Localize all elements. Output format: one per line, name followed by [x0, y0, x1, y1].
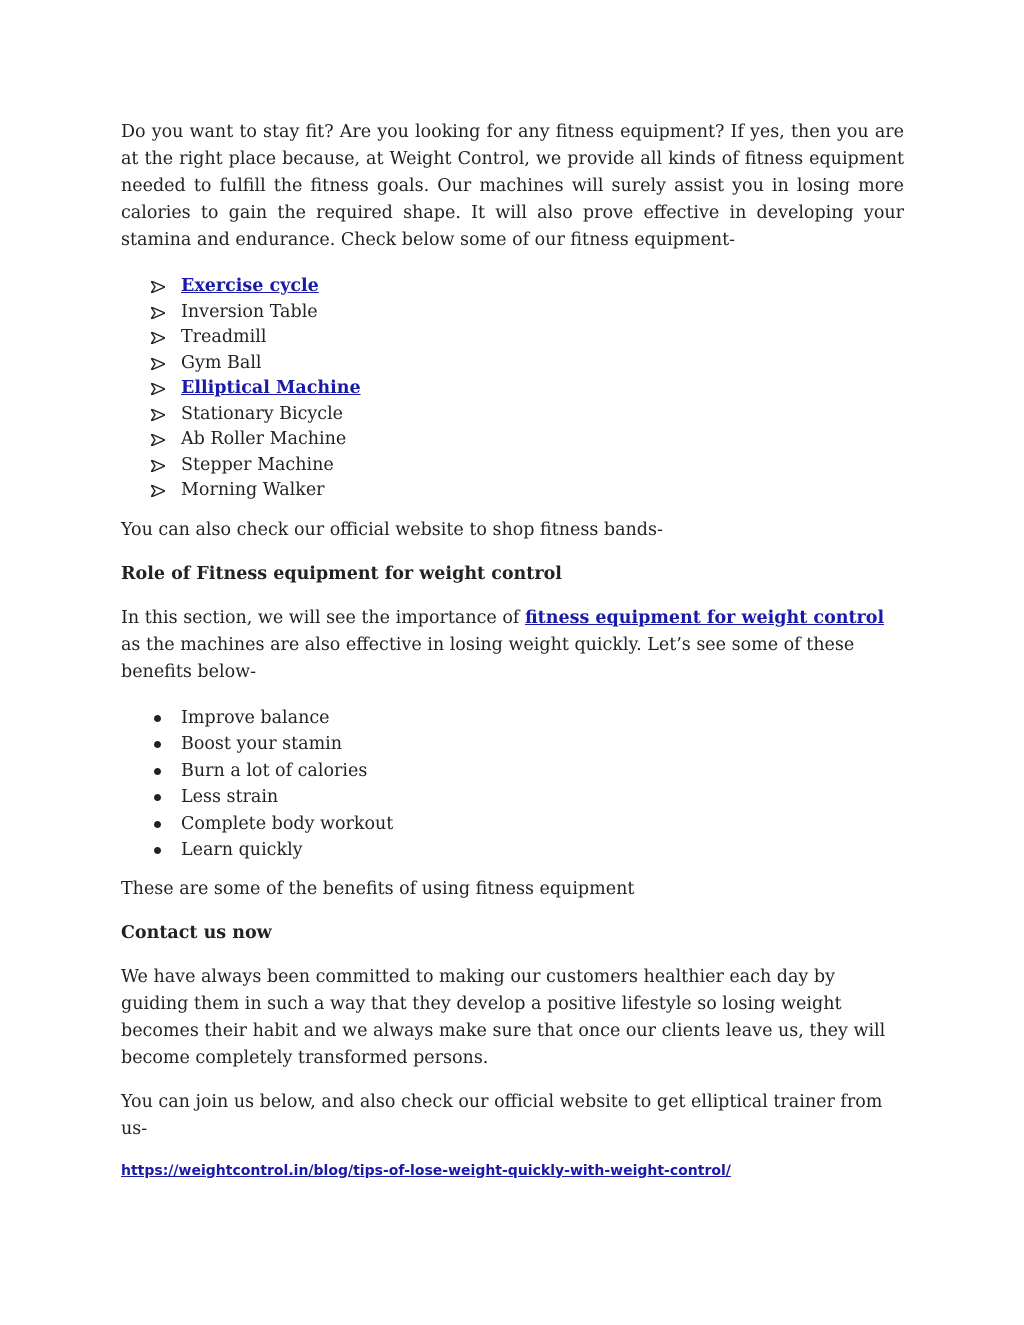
arrow-bullet-icon: [151, 383, 165, 395]
role-text-before: In this section, we will see the importance of: [121, 607, 525, 628]
benefit-label: Complete body workout: [181, 813, 394, 834]
benefit-item: [121, 705, 904, 732]
role-heading: Role of Fitness equipment for weight control: [121, 563, 562, 584]
equipment-label: Treadmill: [181, 327, 267, 347]
arrow-bullet-icon: [151, 332, 165, 344]
equipment-item: [121, 325, 904, 351]
benefit-item: [121, 784, 904, 811]
equipment-label: Stationary Bicycle: [181, 403, 344, 424]
equipment-item: [121, 453, 904, 479]
elliptical-machine-link[interactable]: Elliptical Machine: [181, 378, 361, 398]
equipment-item[interactable]: [121, 274, 904, 300]
arrow-bullet-icon: [151, 460, 165, 472]
arrow-bullet-icon: [151, 281, 165, 293]
benefit-item: [121, 811, 904, 838]
round-bullet-icon: [154, 821, 161, 828]
equipment-label: Morning Walker: [181, 480, 325, 500]
url-paragraph: [121, 1160, 904, 1181]
equipment-item: [121, 478, 904, 504]
equipment-label: Ab Roller Machine: [181, 429, 347, 449]
benefit-item: [121, 758, 904, 785]
intro-paragraph: Do you want to stay fit? Are you looking for any fitness equipment? If yes, then you are at the right place because, at Weight Control, we provide all kinds of fitness equipment needed to fulfill the fitness goals. Our machines will surely assist you in losing more calories to gain the required shape. It will also prove effective in developing your stamina and endurance. Check below some of our fitness equipment-: [121, 122, 904, 250]
benefit-label: Boost your stamin: [181, 734, 343, 754]
contact-paragraph: We have always been committed to making our customers healthier each day by guiding them in such a way that they develop a positive lifestyle so losing weight becomes their habit and we always make sure that once our clients leave us, they will become completely transformed persons.: [121, 966, 886, 1068]
exercise-cycle-link[interactable]: Exercise cycle: [181, 276, 319, 296]
benefit-item: [121, 731, 904, 758]
fitness-equipment-link[interactable]: fitness equipment for weight control: [524, 607, 885, 628]
join-text: You can join us below, and also check our official website to get elliptical trainer from us-: [121, 1091, 883, 1139]
round-bullet-icon: [154, 741, 161, 748]
equipment-item: [121, 402, 904, 428]
equipment-label: Inversion Table: [181, 301, 318, 322]
equipment-label: Gym Ball: [181, 352, 262, 373]
benefit-item: [121, 837, 904, 864]
arrow-bullet-icon: [151, 485, 165, 497]
role-text-after: as the machines are also effective in losing weight quickly. Let’s see some of these benefits below-: [121, 634, 855, 682]
arrow-bullet-icon: [151, 358, 165, 370]
equipment-item: [121, 351, 904, 377]
bands-text: You can also check our official website to shop fitness bands-: [121, 519, 663, 540]
benefit-label: Burn a lot of calories: [181, 760, 368, 781]
round-bullet-icon: [154, 715, 161, 722]
equipment-item: [121, 300, 904, 326]
equipment-label: Stepper Machine: [181, 454, 334, 475]
arrow-bullet-icon: [151, 434, 165, 446]
benefit-label: Learn quickly: [181, 840, 303, 860]
equipment-list: [121, 274, 904, 504]
contact-heading: Contact us now: [121, 922, 272, 943]
benefits-summary: These are some of the benefits of using fitness equipment: [121, 878, 635, 899]
equipment-item: [121, 427, 904, 453]
round-bullet-icon: [154, 794, 161, 801]
arrow-bullet-icon: [151, 307, 165, 319]
round-bullet-icon: [154, 847, 161, 854]
weightcontrol-url-link[interactable]: https://weightcontrol.in/blog/tips-of-lose-weight-quickly-with-weight-control/: [121, 1162, 731, 1179]
benefit-label: Less strain: [181, 787, 279, 807]
role-paragraph: [121, 605, 904, 686]
benefit-label: Improve balance: [181, 707, 330, 728]
round-bullet-icon: [154, 768, 161, 775]
benefits-list: [121, 705, 904, 864]
arrow-bullet-icon: [151, 409, 165, 421]
equipment-item[interactable]: [121, 376, 904, 402]
document-page: [121, 119, 904, 1181]
